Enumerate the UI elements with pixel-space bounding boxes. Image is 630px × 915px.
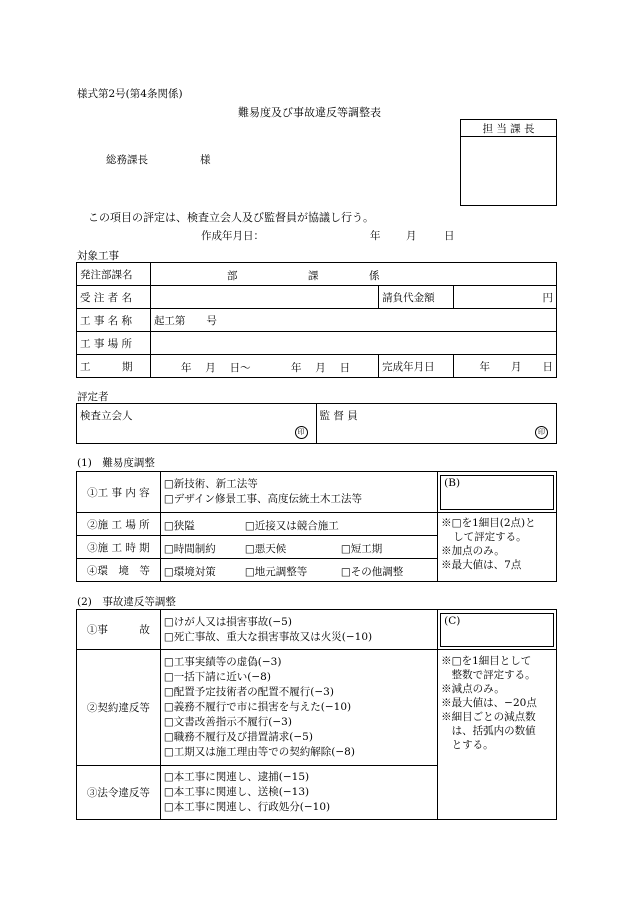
dept-kakari: 係: [368, 270, 380, 282]
note-line: ※□を1細目(2点)と: [441, 517, 536, 529]
difficulty-table: [76, 471, 557, 582]
checkbox-item[interactable]: □狭隘: [163, 520, 195, 532]
checkbox-item[interactable]: □悪天候: [244, 543, 287, 555]
difficulty-result-cell: [438, 472, 557, 513]
dept-ka: 課: [307, 270, 319, 282]
target-section-title: 対象工事: [77, 250, 119, 262]
difficulty-row-items: [160, 559, 437, 582]
checkbox-item[interactable]: □義務不履行で市に損害を与えた(−10): [163, 701, 352, 713]
completion-label: 完成年月日: [379, 355, 454, 378]
date-month: 月: [406, 230, 417, 242]
checkbox-item[interactable]: □配置予定技術者の配置不履行(−3): [163, 686, 334, 698]
accident-table: [76, 609, 557, 820]
accident-row-label: ①事 故: [77, 610, 161, 650]
accident-section-title: (2) 事故違反等調整: [77, 596, 176, 608]
supervisor-label: 監 督 員: [319, 410, 358, 422]
yen-unit: 円: [454, 286, 557, 309]
checkbox-item[interactable]: □環境対策: [163, 566, 216, 578]
difficulty-result-label: (B): [444, 476, 461, 489]
period-from: 年 月 日〜: [180, 362, 251, 374]
checkbox-item[interactable]: □本工事に関連し、送検(−13): [163, 786, 310, 798]
ordering-dept-label: 発注部課名: [77, 263, 151, 286]
document-title: 難易度及び事故違反等調整表: [238, 106, 381, 119]
dept-bu: 部: [226, 270, 238, 282]
law-row-items: [160, 766, 437, 820]
checkbox-item[interactable]: □文書改善指示不履行(−3): [163, 716, 292, 728]
checkbox-item[interactable]: □職務不履行及び措置請求(−5): [163, 731, 313, 743]
difficulty-row-label: ④環 境 等: [77, 559, 161, 582]
date-label: 作成年月日：: [201, 230, 264, 242]
contract-row-label: ②契約違反等: [77, 650, 161, 766]
inspector-seal: 印: [295, 426, 308, 439]
completion-value: 年 月 日: [454, 355, 557, 378]
honorific: 様: [200, 154, 211, 166]
checkbox-item[interactable]: □工期又は施工理由等での契約解除(−8): [163, 746, 355, 758]
checkbox-item[interactable]: □本工事に関連し、逮捕(−15): [163, 771, 310, 783]
accident-row-items: [160, 610, 437, 650]
contract-amount-label: 請負代金額: [379, 286, 454, 309]
law-row-label: ③法令違反等: [77, 766, 161, 820]
evaluators-table: [76, 403, 557, 444]
difficulty-section-title: (1) 難易度調整: [77, 457, 155, 469]
difficulty-row-items: [160, 536, 437, 559]
difficulty-row-items: [160, 472, 437, 513]
checkbox-item[interactable]: □一括下請に近い(−8): [163, 671, 271, 683]
accident-result-box: [440, 613, 554, 647]
note-line: とする。: [441, 739, 494, 751]
period-value: [150, 355, 378, 378]
checkbox-item[interactable]: □けが人又は損害事故(−5): [163, 615, 292, 628]
note-line: ※□を1細目として: [441, 655, 532, 667]
checkbox-item[interactable]: □工事実績等の虚偽(−3): [163, 656, 282, 668]
difficulty-row-label: ③施 工 時 期: [77, 536, 161, 559]
checkbox-item[interactable]: □時間制約: [163, 543, 216, 555]
accident-result-cell: [438, 610, 557, 650]
supervisor-seal: 印: [535, 426, 548, 439]
date-day: 日: [444, 230, 455, 242]
checkbox-item[interactable]: □新技術、新工法等: [163, 478, 258, 490]
site-value: [150, 332, 556, 355]
note-line: ※減点のみ。: [441, 683, 505, 695]
intro-text: この項目の評定は、検査立会人及び監督員が協議し行う。: [88, 211, 374, 224]
note-line: ※細目ごとの減点数: [441, 711, 536, 723]
site-label: 工 事 場 所: [77, 332, 151, 355]
stamp-box-label: 担 当 課 長: [461, 120, 557, 137]
difficulty-row-label: ①工 事 内 容: [77, 472, 161, 513]
inspector-cell: [77, 404, 317, 444]
addressee: 総務課長: [106, 154, 148, 166]
contractor-value: [150, 286, 378, 309]
contract-row-items: [160, 650, 437, 766]
period-to: 年 月 日: [290, 362, 351, 374]
difficulty-row-label: ②施 工 場 所: [77, 513, 161, 536]
accident-result-label: (C): [444, 614, 461, 627]
checkbox-item[interactable]: □デザイン修景工事、高度伝統土木工法等: [163, 493, 363, 505]
checkbox-item[interactable]: □短工期: [340, 543, 383, 555]
inspector-label: 検査立会人: [80, 410, 133, 422]
target-table: [76, 262, 557, 378]
checkbox-item[interactable]: □近接又は競合施工: [244, 520, 339, 532]
checkbox-item[interactable]: □地元調整等: [244, 566, 308, 578]
checkbox-item[interactable]: □その他調整: [340, 566, 404, 578]
difficulty-row-items: [160, 513, 437, 536]
date-year: 年: [370, 230, 381, 242]
project-name-label: 工 事 名 称: [77, 309, 151, 332]
note-line: して評定する。: [453, 531, 527, 543]
stamp-box-area: [461, 137, 557, 206]
stamp-box: [460, 119, 557, 206]
difficulty-notes: [438, 513, 557, 582]
evaluators-section-title: 評定者: [77, 391, 109, 403]
contractor-label: 受 注 者 名: [77, 286, 151, 309]
difficulty-result-box: [440, 475, 554, 510]
note-line: は、括弧内の数値: [441, 725, 536, 737]
note-line: 整数で評定する。: [441, 669, 536, 681]
note-line: ※最大値は、7点: [441, 559, 522, 571]
project-name-value: 起工第 号: [150, 309, 556, 332]
checkbox-item[interactable]: □本工事に関連し、行政処分(−10): [163, 801, 331, 813]
accident-notes: [438, 650, 557, 820]
ordering-dept-value: [150, 263, 556, 286]
checkbox-item[interactable]: □死亡事故、重大な損害事故又は火災(−10): [163, 630, 373, 643]
period-label: 工 期: [77, 355, 151, 378]
supervisor-cell: [316, 404, 556, 444]
note-line: ※最大値は、−20点: [441, 697, 537, 709]
note-line: ※加点のみ。: [441, 545, 505, 557]
form-number: 様式第2号(第4条関係): [77, 88, 183, 100]
